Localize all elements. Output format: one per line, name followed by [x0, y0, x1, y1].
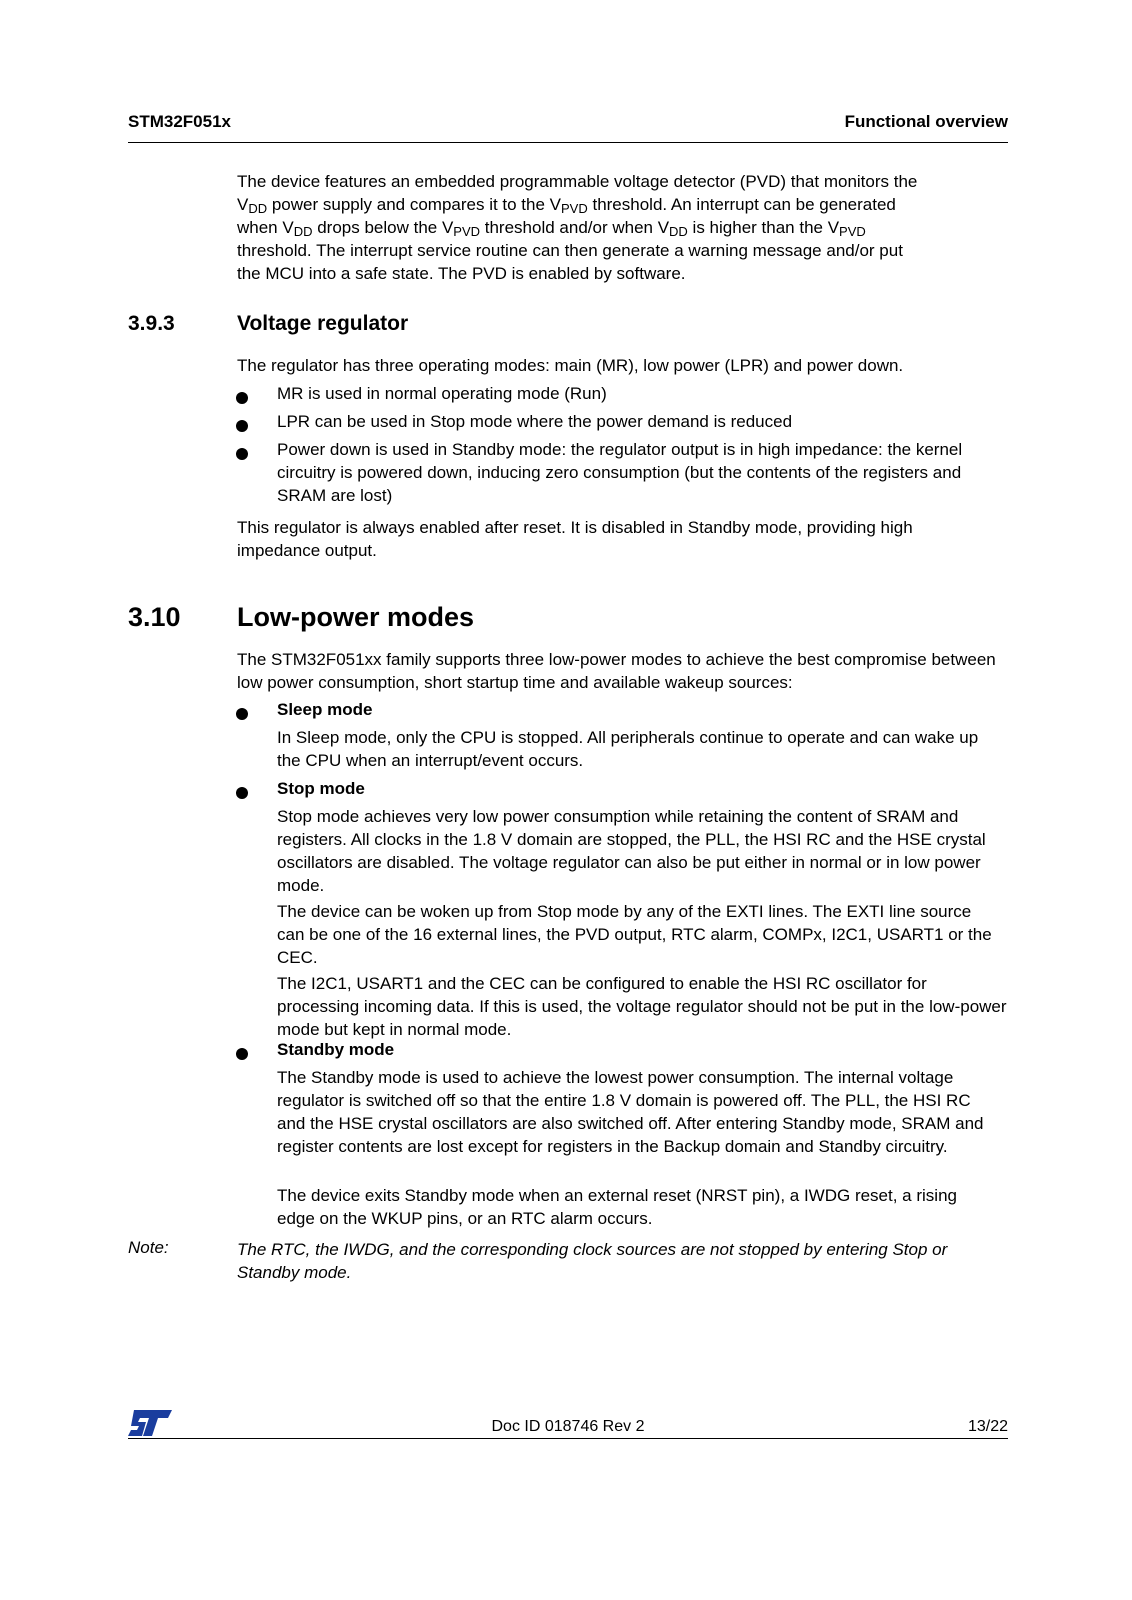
- header-section: Functional overview: [844, 112, 1008, 131]
- low-power-lead: The STM32F051xx family supports three low-power modes to achieve the best compromise between low power consumption, short startup time and available wakeup sources:: [237, 650, 996, 692]
- bullet-icon: [236, 448, 248, 460]
- pvd-paragraph: [237, 170, 1009, 285]
- standby-mode-title: Standby mode: [277, 1040, 395, 1059]
- bullet-icon: [236, 420, 248, 432]
- pvd-line-3: when $V_{DD}$ drops below the $V_{PVD}$ threshold and/or when $V_{DD}$ is higher than the $V_{PVD}$: [237, 218, 866, 239]
- section-number-310: 3.10: [128, 602, 181, 632]
- footer-page-number: 13/22: [967, 1418, 1008, 1435]
- page-header: [128, 110, 1008, 143]
- sleep-mode-text: In Sleep mode, only the CPU is stopped. All peripherals continue to operate and can wake up the CPU when an interrupt/event occurs.: [277, 728, 979, 770]
- sleep-mode-title: Sleep mode: [277, 700, 373, 719]
- bullet-icon: [236, 787, 248, 799]
- regulator-lead: The regulator has three operating modes: main (MR), low power (LPR) and power down.: [237, 356, 904, 375]
- pvd-line-2: $V_{DD}$ power supply and compares it to the $V_{PVD}$ threshold. An interrupt can be generated: [237, 195, 896, 216]
- stop-mode-title: Stop mode: [277, 779, 365, 798]
- section-title-low-power-modes: Low-power modes: [237, 602, 475, 632]
- regulator-bullet-1: MR is used in normal operating mode (Run): [277, 384, 607, 403]
- section-number-393: 3.9.3: [128, 312, 175, 335]
- section-title-voltage-regulator: Voltage regulator: [237, 312, 409, 335]
- regulator-after: This regulator is always enabled after reset. It is disabled in Standby mode, providing high impedance output.: [237, 518, 913, 560]
- stop-mode-p2: The device can be woken up from Stop mode by any of the EXTI lines. The EXTI line source can be one of the 16 external lines, the PVD output, RTC alarm, COMPx, I2C1, USART1 or the CEC.: [277, 902, 992, 967]
- note-text: The RTC, the IWDG, and the corresponding clock sources are not stopped by entering Stop or Standby mode.: [237, 1240, 948, 1282]
- bullet-icon: [236, 392, 248, 404]
- regulator-bullet-3: Power down is used in Standby mode: the regulator output is in high impedance: the kernel circuitry is powered down, inducing zero consumption (but the contents of the registers and SRAM are lost): [277, 440, 963, 505]
- pvd-line-4: threshold. The interrupt service routine can then generate a warning message and/or put: [237, 241, 903, 260]
- header-product: STM32F051x: [128, 112, 231, 131]
- standby-mode-p2: The device exits Standby mode when an external reset (NRST pin), a IWDG reset, a rising edge on the WKUP pins, or an RTC alarm occurs.: [277, 1186, 957, 1228]
- pvd-line-5: the MCU into a safe state. The PVD is enabled by software.: [237, 264, 686, 283]
- regulator-bullet-2: LPR can be used in Stop mode where the power demand is reduced: [277, 412, 793, 431]
- stop-mode-p3: The I2C1, USART1 and the CEC can be configured to enable the HSI RC oscillator for processing incoming data. If this is used, the voltage regulator should not be put in the low-power mode but kept in normal mode.: [277, 974, 1007, 1039]
- pvd-line-1: The device features an embedded programmable voltage detector (PVD) that monitors the: [237, 172, 918, 191]
- footer-doc-id: Doc ID 018746 Rev 2: [491, 1418, 645, 1435]
- page-footer: [128, 1408, 1008, 1439]
- note-label: Note:: [128, 1238, 169, 1257]
- bullet-icon: [236, 708, 248, 720]
- standby-mode-p1: The Standby mode is used to achieve the lowest power consumption. The internal voltage regulator is switched off so that the entire 1.8 V domain is powered off. The PLL, the HSI RC and the HSE crystal oscillators are also switched off. After entering Standby mode, SRAM and register contents are lost except for registers in the Backup domain and Standby circuitry.: [277, 1068, 984, 1156]
- stop-mode-p1: Stop mode achieves very low power consumption while retaining the content of SRAM and registers. All clocks in the 1.8 V domain are stopped, the PLL, the HSI RC and the HSE crystal oscillators are disabled. The voltage regulator can also be put either in normal or in low power mode.: [277, 807, 986, 895]
- bullet-icon: [236, 1048, 248, 1060]
